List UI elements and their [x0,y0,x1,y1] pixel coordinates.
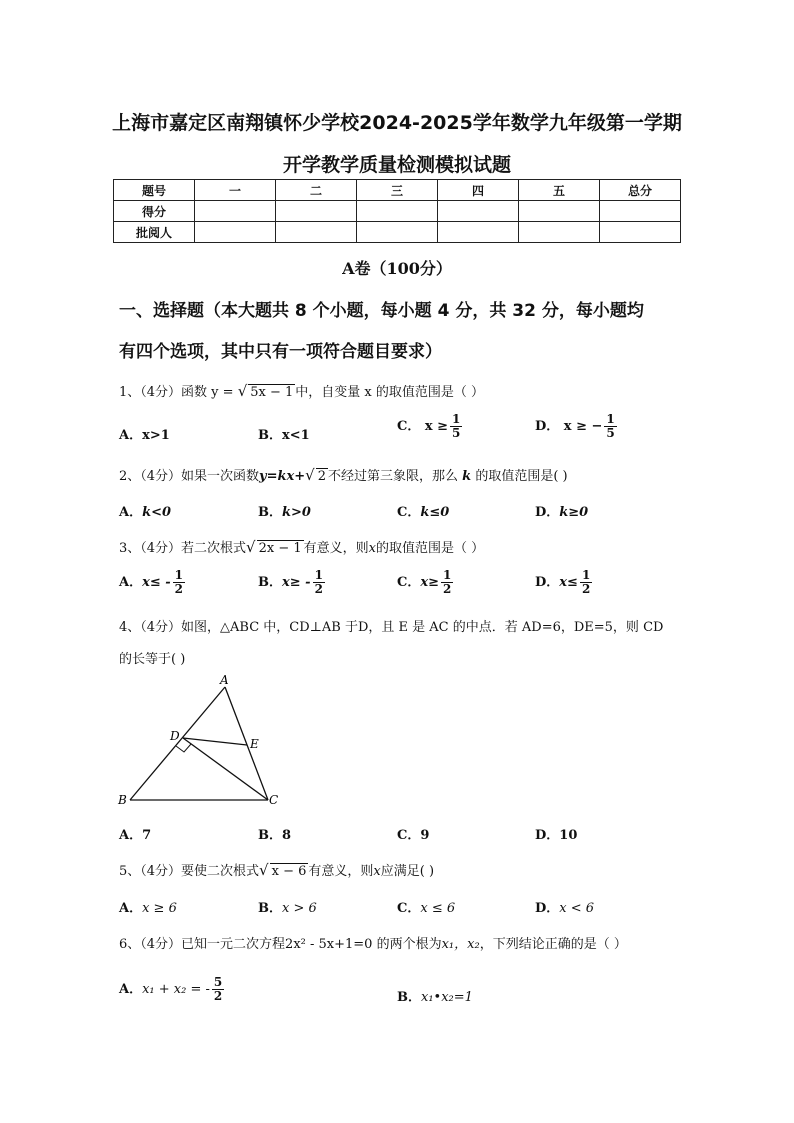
option-label: A． [119,982,143,997]
q1-option-c-label: C． x ≥ [397,419,449,434]
option-text: k≥0 [559,505,589,520]
question-3-radicand: 2x − 1 [258,541,302,556]
numerator: 5 [213,975,223,989]
section-heading-line1: 一、选择题（本大题共 8 个小题，每小题 4 分，共 32 分，每小题均 [119,301,644,321]
fraction [441,569,453,596]
q4-option-b[interactable]: B．8 [258,828,292,843]
question-3-suffix2: 的取值范围是（ ） [376,541,485,556]
option-label: D． [535,575,560,590]
numerator: 1 [443,568,452,582]
score-header-cell: 题号 [114,180,195,201]
vertex-label-b: B [118,793,127,807]
score-header-cell: 总分 [600,180,681,201]
option-text: x≥ - [282,575,311,590]
question-6-roots: x₁，x₂ [441,937,480,952]
section-heading-line2: 有四个选项，其中只有一项符合题目要求） [119,342,442,362]
score-table-header-row [114,180,681,201]
score-row-label: 得分 [114,201,195,222]
question-5-x: x [373,864,381,879]
question-5 [119,860,434,879]
q1-option-c[interactable] [397,413,464,440]
exam-title-line1: 上海市嘉定区南翔镇怀少学校2024-2025学年数学九年级第一学期 [112,112,682,134]
question-6 [119,933,627,952]
sqrt-icon: √ [246,538,256,556]
numerator: 1 [452,412,461,426]
score-cell[interactable] [519,222,600,243]
q5-option-b[interactable] [258,897,317,916]
sqrt-icon: √ [259,861,269,879]
score-header-cell: 一 [195,180,276,201]
q4-option-a[interactable]: A．7 [119,828,152,843]
q5-option-d[interactable] [535,897,594,916]
option-label: C． [397,901,421,916]
exam-title-line2: 开学教学质量检测模拟试题 [282,154,511,176]
question-2-prefix: 2、（4分）如果一次函数 [119,469,260,484]
vertex-label-a: A [220,673,229,687]
option-label: B． [258,505,282,520]
question-3-suffix: 有意义，则 [303,541,369,556]
denominator: 2 [314,582,323,596]
option-label: D． [535,901,560,916]
question-6-equation: 2x² - 5x+1=0 的两个根为 [285,937,442,952]
question-1-radicand: 5x − 1 [250,385,294,400]
option-text: x > 6 [282,901,317,916]
score-header-cell: 二 [276,180,357,201]
q3-option-b[interactable] [258,569,327,596]
numerator: 1 [174,568,184,582]
option-label: C． [397,505,421,520]
option-text: x ≥ 6 [142,901,177,916]
score-cell[interactable] [357,222,438,243]
question-4-line2: 的长等于( ) [119,652,186,667]
option-label: C． [397,575,421,590]
question-2-radicand: 2 [317,469,326,484]
sqrt-icon: √ [305,466,315,484]
q3-option-c[interactable] [397,569,455,596]
option-text: x < 6 [559,901,595,916]
option-label: A． [119,505,143,520]
score-table-row [114,222,681,243]
q5-option-a[interactable] [119,897,177,916]
question-5-suffix: 有意义，则 [308,864,374,879]
fraction [450,413,462,440]
question-3-prefix: 3、（4分）若二次根式 [119,541,247,556]
score-cell[interactable] [276,201,357,222]
q4-option-c[interactable]: C．9 [397,828,430,843]
score-cell[interactable] [519,201,600,222]
question-2 [119,465,568,484]
question-4-line1: 4、（4分）如图，△ABC 中，CD⊥AB 于D，且 E 是 AC 的中点．若 AD=6，DE=5，则 CD [119,620,664,635]
q5-option-c[interactable] [397,897,455,916]
question-5-radicand: x − 6 [271,864,307,879]
denominator: 2 [581,582,591,596]
numerator: 1 [581,568,591,582]
option-text: x≥ [420,575,440,590]
option-label: B． [258,901,282,916]
q6-option-a[interactable] [119,976,226,1003]
question-1-prefix: 1、（4分）函数 y = [119,385,238,400]
question-5-prefix: 5、（4分）要使二次根式 [119,864,260,879]
point-label-e: E [250,737,259,751]
option-text: x₁•x₂=1 [421,990,473,1005]
denominator: 2 [213,989,223,1003]
volume-label: A卷（100分） [342,259,452,278]
question-2-suffix: 不经过第三象限，那么 [328,469,459,484]
score-row-label: 批阅人 [114,222,195,243]
option-label: B． [397,990,421,1005]
option-text: k≤0 [420,505,450,520]
q3-option-a[interactable] [119,569,187,596]
option-label: B． [258,575,282,590]
score-cell[interactable] [438,201,519,222]
score-cell[interactable] [600,222,681,243]
question-6-prefix: 6、（4分）已知一元二次方程 [119,937,286,952]
numerator: 1 [314,568,323,582]
vertex-label-c: C [269,793,279,807]
point-label-d: D [170,729,180,743]
question-2-suffix2: 的取值范围是( ) [475,469,568,484]
question-6-suffix: ，下列结论正确的是（ ） [479,937,627,952]
denominator: 5 [452,426,461,440]
question-5-suffix2: 应满足( ) [380,864,435,879]
numerator: 1 [606,412,615,426]
score-cell[interactable] [276,222,357,243]
q2-option-d[interactable] [535,501,588,520]
fraction [173,569,185,596]
fraction [604,413,616,440]
score-table [113,179,681,243]
question-1-suffix: 中，自变量 x 的取值范围是（ ） [295,385,485,400]
question-2-k: k [462,469,472,484]
option-text: k<0 [142,505,172,520]
q1-option-d-label: D． x ≥ − [535,419,603,434]
option-text: x≤ [559,575,578,590]
q2-option-a[interactable] [119,501,171,520]
option-text: x ≤ 6 [420,901,456,916]
option-text: x≤ - [142,575,171,590]
question-3-x: x [368,541,376,556]
option-label: A． [119,901,143,916]
denominator: 5 [606,426,615,440]
option-label: D． [535,505,560,520]
question-1 [119,381,484,400]
q1-option-a[interactable]: A．x>1 [119,428,170,443]
q4-option-d[interactable]: D．10 [535,828,578,843]
q2-option-b[interactable] [258,501,311,520]
fraction [580,569,592,596]
question-3 [119,537,484,556]
score-header-cell: 四 [438,180,519,201]
score-header-cell: 三 [357,180,438,201]
segment-de [183,738,247,745]
score-cell[interactable] [357,201,438,222]
denominator: 2 [443,582,452,596]
score-cell[interactable] [195,201,276,222]
score-table-row [114,201,681,222]
side-ab [130,687,225,800]
sqrt-icon: √ [237,382,248,400]
denominator: 2 [174,582,184,596]
option-label: A． [119,575,143,590]
q2-option-c[interactable] [397,501,449,520]
score-header-cell: 五 [519,180,600,201]
fraction [212,976,224,1003]
q6-option-b[interactable] [397,986,473,1005]
score-cell[interactable] [600,201,681,222]
right-angle-mark [176,744,191,752]
option-text: x₁ + x₂ = - [142,982,210,997]
question-2-func: y=kx+ [259,469,306,484]
fraction [313,569,325,596]
q3-option-d[interactable] [535,569,594,596]
q1-option-b[interactable]: B．x<1 [258,428,310,443]
score-cell[interactable] [195,222,276,243]
triangle-figure [110,672,310,817]
score-cell[interactable] [438,222,519,243]
q1-option-d[interactable] [535,413,619,440]
option-text: k>0 [282,505,311,520]
